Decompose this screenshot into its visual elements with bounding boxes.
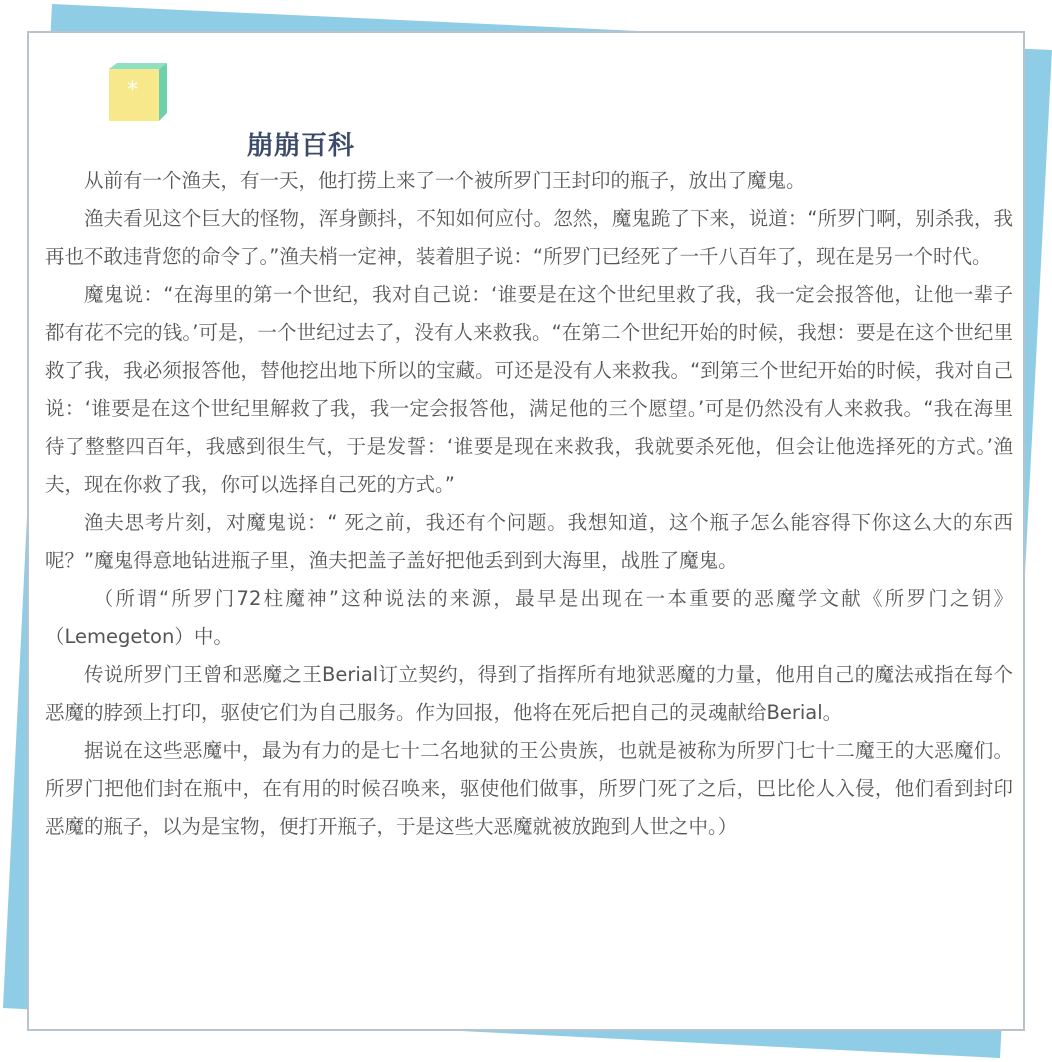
page-title: 崩崩百科 bbox=[247, 131, 356, 161]
star-cube-icon bbox=[109, 63, 171, 125]
paragraph-demon-kneels: 渔夫看见这个巨大的怪物，浑身颤抖，不知如何应付。忽然，魔鬼跪了下来，说道：“所罗门啊，别杀我，我再也不敢违背您的命令了。”渔夫梢一定神，装着胆子说：“所罗门已经死了一千八百年了，现在是另一个时代。 bbox=[45, 207, 1013, 268]
article-body bbox=[45, 162, 1013, 846]
paragraph-seventy-two-kings: 据说在这些恶魔中，最为有力的是七十二名地狱的王公贵族，也就是被称为所罗门七十二魔王的大恶魔们。所罗门把他们封在瓶中，在有用的时候召唤来，驱使他们做事，所罗门死了之后，巴比伦人入侵，他们看到封印恶魔的瓶子，以为是宝物，便打开瓶子，于是这些大恶魔就被放跑到人世之中。） bbox=[45, 739, 1013, 838]
paragraph-berial-contract: 传说所罗门王曾和恶魔之王Berial订立契约，得到了指挥所有地狱恶魔的力量，他用自己的魔法戒指在每个恶魔的脖颈上打印，驱使它们为自己服务。作为回报，他将在死后把自己的灵魂献给Berial。 bbox=[45, 663, 1013, 724]
star-glyph: * bbox=[127, 78, 138, 103]
card-header bbox=[109, 63, 509, 161]
paragraph-demon-story: 魔鬼说：“在海里的第一个世纪，我对自己说：‘谁要是在这个世纪里救了我，我一定会报答他，让他一辈子都有花不完的钱。’可是，一个世纪过去了，没有人来救我。“在第二个世纪开始的时候，我想：要是在这个世纪里救了我，我必须报答他，替他挖出地下所以的宝藏。可还是没有人来救我。“到第三个世纪开始的时候，我对自己说：‘谁要是在这个世纪里解救了我，我一定会报答他，满足他的三个愿望。’可是仍然没有人来救我。“我在海里待了整整四百年，我感到很生气，于是发誓：‘谁要是现在来救我，我就要杀死他，但会让他选择死的方式。’渔夫，现在你救了我，你可以选择自己死的方式。” bbox=[45, 283, 1013, 496]
paragraph-fisherman-trick: 渔夫思考片刻，对魔鬼说：“ 死之前，我还有个问题。我想知道，这个瓶子怎么能容得下你这么大的东西呢？”魔鬼得意地钻进瓶子里，渔夫把盖子盖好把他丢到到大海里，战胜了魔鬼。 bbox=[45, 511, 1013, 572]
paragraph-lemegeton-source: （所谓“所罗门72柱魔神”这种说法的来源，最早是出现在一本重要的恶魔学文献《所罗门之钥》（Lemegeton）中。 bbox=[45, 587, 1013, 648]
paragraph-fisherman-intro: 从前有一个渔夫，有一天，他打捞上来了一个被所罗门王封印的瓶子，放出了魔鬼。 bbox=[84, 169, 806, 192]
encyclopedia-card bbox=[27, 31, 1025, 1031]
